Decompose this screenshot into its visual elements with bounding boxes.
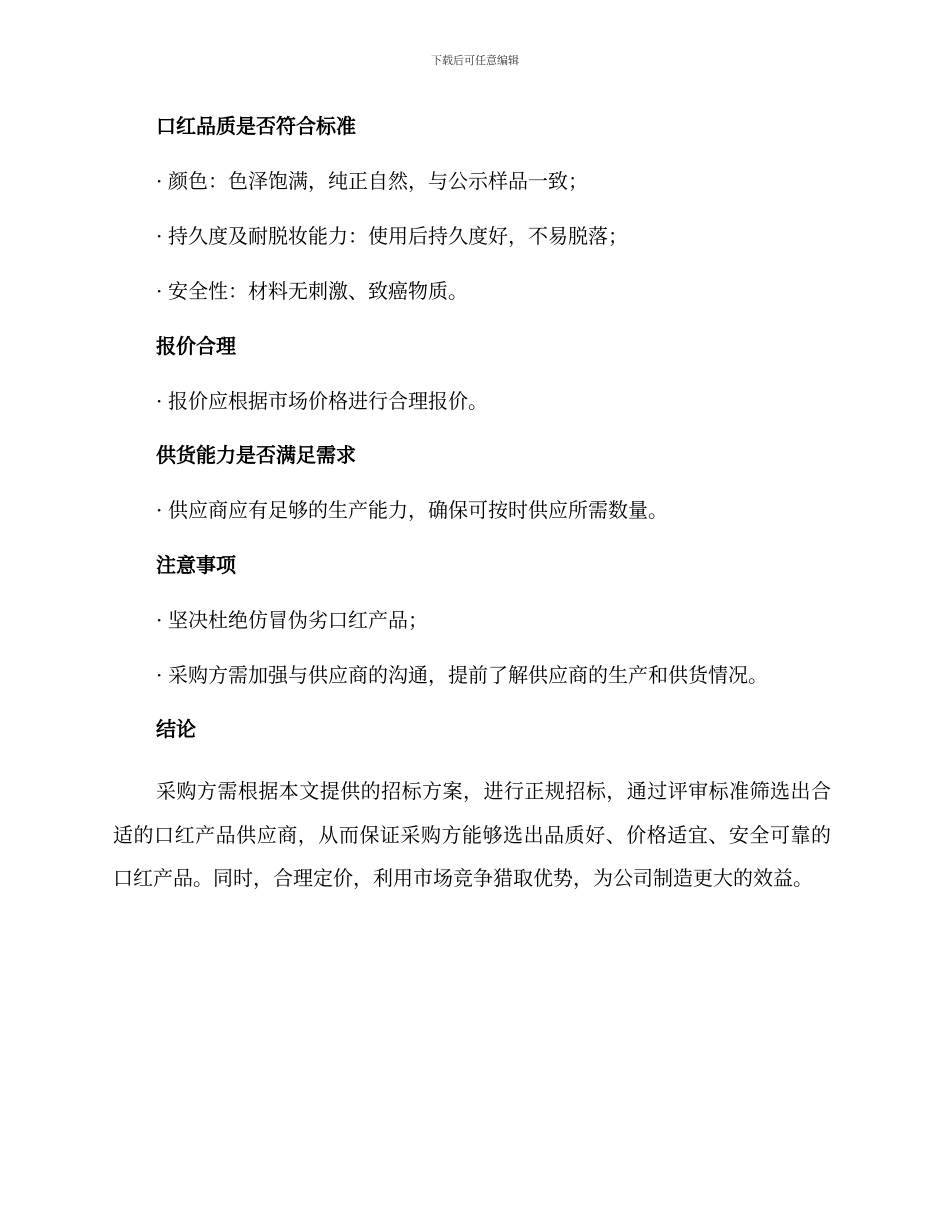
page-header: 下载后可任意编辑 [431, 54, 519, 67]
bullet-item [156, 661, 768, 689]
heading-supply: 供货能力是否满足需求 [156, 443, 356, 467]
bullet-dot: · [156, 279, 163, 303]
bullet-item [156, 606, 428, 634]
bullet-dot: · [156, 498, 163, 522]
bullet-text: 报价应根据市场价格进行合理报价。 [168, 389, 488, 413]
heading-notes: 注意事项 [156, 553, 236, 577]
bullet-dot: · [156, 169, 163, 193]
bullet-dot: · [156, 608, 163, 632]
bullet-text: 持久度及耐脱妆能力：使用后持久度好，不易脱落； [168, 224, 628, 248]
heading-conclusion: 结论 [156, 717, 196, 741]
bullet-item [156, 277, 468, 305]
bullet-dot: · [156, 389, 163, 413]
bullet-text: 坚决杜绝仿冒伪劣口红产品； [168, 608, 428, 632]
bullet-item [156, 167, 588, 195]
bullet-text: 采购方需加强与供应商的沟通，提前了解供应商的生产和供货情况。 [168, 663, 768, 687]
bullet-item [156, 387, 488, 415]
bullet-text: 安全性：材料无刺激、致癌物质。 [168, 279, 468, 303]
bullet-text: 供应商应有足够的生产能力，确保可按时供应所需数量。 [168, 498, 668, 522]
conclusion-paragraph: 采购方需根据本文提供的招标方案，进行正规招标，通过评审标准筛选出合适的口红产品供应商，从而保证采购方能够选出品质好、价格适宜、安全可靠的口红产品。同时，合理定价，利用市场竞争猎取优势，为公司制造更大的效益。 [113, 779, 831, 890]
bullet-item [156, 496, 668, 524]
heading-price: 报价合理 [156, 334, 236, 358]
bullet-item [156, 222, 628, 250]
bullet-dot: · [156, 663, 163, 687]
bullet-text: 颜色：色泽饱满，纯正自然，与公示样品一致； [168, 169, 588, 193]
bullet-dot: · [156, 224, 163, 248]
heading-quality: 口红品质是否符合标准 [156, 114, 356, 138]
